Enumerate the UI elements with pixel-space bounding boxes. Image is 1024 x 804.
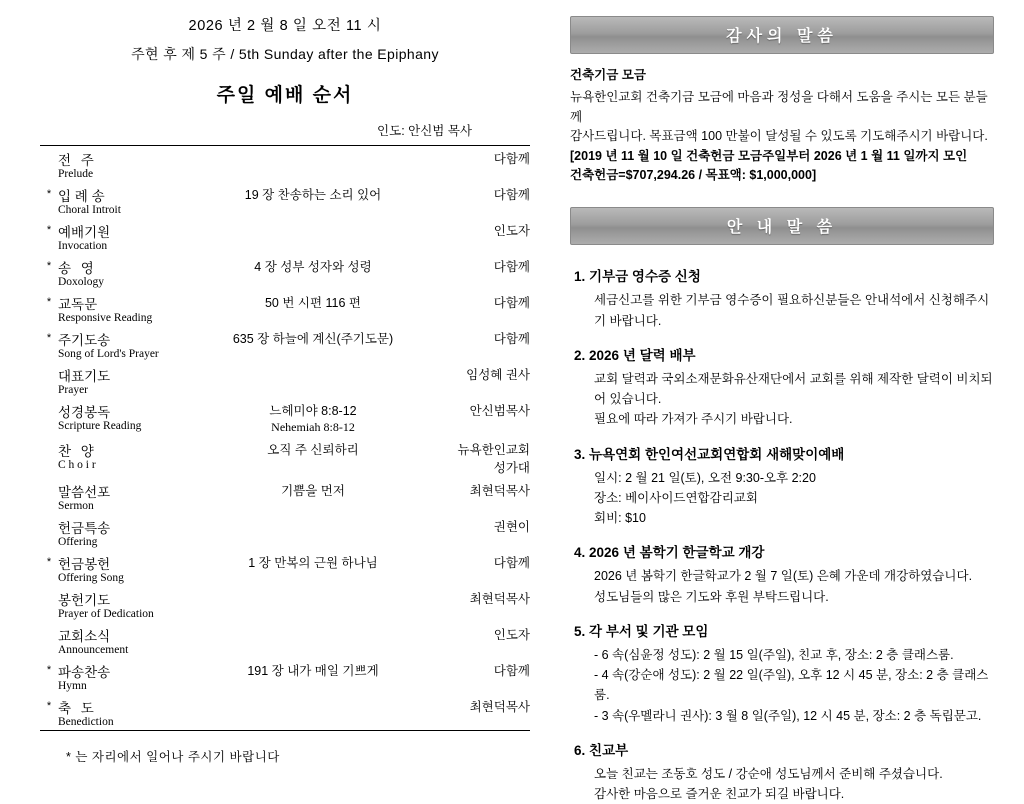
row-name-en: Offering [58, 536, 98, 548]
notice-line: 필요에 따라 가져가 주시기 바랍니다. [594, 412, 793, 427]
row-name-ko: 주기도송 [58, 333, 111, 348]
row-detail [208, 550, 418, 586]
list-item [570, 620, 994, 726]
row-name [58, 586, 208, 622]
list-item [570, 739, 994, 804]
notice-number: 6. [574, 742, 586, 758]
row-name [58, 254, 208, 290]
row-name-ko: 찬 양 [58, 444, 97, 459]
row-name-en: Choral Introit [58, 204, 121, 216]
standing-footnote: * 는 자리에서 일어나 주시기 바랍니다 [66, 750, 280, 764]
row-person [418, 622, 530, 658]
row-star [40, 146, 58, 183]
row-person [418, 478, 530, 514]
row-person [418, 658, 530, 694]
service-leader: 인도: 안신범 목사 [377, 124, 472, 138]
table-row [40, 694, 530, 731]
row-person-primary: 다함께 [493, 556, 530, 570]
row-name-ko: 말씀선포 [58, 485, 111, 500]
row-person-primary: 최현덕목사 [469, 700, 530, 714]
row-person [418, 182, 530, 218]
notice-number: 3. [574, 446, 586, 462]
row-detail [208, 622, 418, 658]
row-person [418, 586, 530, 622]
notice-line: 교회 달력과 국외소재문화유산재단에서 교회를 위해 제작한 달력이 비치되어 있습니다. [594, 371, 993, 406]
row-name-en: Sermon [58, 500, 94, 512]
row-name-en: Prayer of Dedication [58, 608, 154, 620]
table-row [40, 478, 530, 514]
row-person-primary: 인도자 [493, 628, 530, 642]
row-name-en: Hymn [58, 680, 87, 692]
table-row [40, 658, 530, 694]
table-row [40, 586, 530, 622]
row-star [40, 514, 58, 550]
row-name [58, 437, 208, 478]
thanks-line-1: 뉴욕한인교회 건축기금 모금에 마음과 정성을 다해서 도움을 주시는 모든 분들께 [570, 90, 988, 124]
row-detail-ko: 191 장 내가 매일 기쁘게 [247, 664, 379, 678]
row-person [418, 290, 530, 326]
row-detail-ko: 기쁨을 먼저 [281, 484, 345, 498]
row-star [40, 362, 58, 398]
building-fund-amount: 건축헌금=$707,294.26 / 목표액: $1,000,000] [570, 167, 817, 182]
row-person-primary: 다함께 [493, 152, 530, 166]
row-detail [208, 362, 418, 398]
row-detail [208, 182, 418, 218]
notice-heading [570, 344, 994, 364]
row-person-primary: 다함께 [493, 664, 530, 678]
notice-heading [570, 541, 994, 561]
row-name [58, 622, 208, 658]
table-row [40, 514, 530, 550]
table-row [40, 437, 530, 478]
row-detail [208, 218, 418, 254]
row-person [418, 146, 530, 183]
notice-heading [570, 739, 994, 759]
row-name-en: Prayer [58, 384, 89, 396]
table-row [40, 550, 530, 586]
row-star [40, 437, 58, 478]
notice-heading [570, 265, 994, 285]
row-name-ko: 입 례 송 [58, 189, 105, 204]
notices-list [570, 265, 994, 804]
table-row [40, 254, 530, 290]
order-table-body [40, 146, 530, 731]
row-star: * [46, 700, 52, 712]
row-star: * [46, 664, 52, 676]
row-detail-ko: 1 장 만복의 근원 하나님 [248, 556, 378, 570]
row-person-primary: 다함께 [493, 296, 530, 310]
row-star: * [46, 332, 52, 344]
thanks-body [570, 66, 994, 185]
notice-line: 일시: 2 월 21 일(토), 오전 9:30-오후 2:20 [594, 470, 816, 485]
row-detail [208, 478, 418, 514]
row-detail [208, 586, 418, 622]
notice-heading [570, 443, 994, 463]
row-name-ko: 교회소식 [58, 629, 111, 644]
table-row [40, 398, 530, 437]
table-row [40, 146, 530, 183]
row-detail-ko: 느헤미야 8:8-12 [269, 404, 357, 418]
row-detail [208, 146, 418, 183]
row-name-ko: 봉헌기도 [58, 593, 111, 608]
row-name [58, 658, 208, 694]
notice-line: - 4 속(강순애 성도): 2 월 22 일(주일), 오후 12 시 45 분, 장소: 2 층 클래스룸. [594, 668, 989, 703]
row-person-primary: 다함께 [493, 332, 530, 346]
row-star [40, 398, 58, 437]
table-row [40, 218, 530, 254]
row-person-primary: 권현이 [493, 520, 530, 534]
notice-title: 2026 년 봄학기 한글학교 개강 [589, 545, 765, 561]
row-star: * [46, 296, 52, 308]
row-detail-ko: 오직 주 신뢰하리 [267, 443, 359, 457]
row-person-primary: 안신범목사 [469, 404, 530, 418]
building-fund-period: [2019 년 11 월 10 일 건축헌금 모금주일부터 2026 년 1 월 11 일까지 모인 [570, 148, 968, 163]
row-person [418, 437, 530, 478]
row-name-en: Announcement [58, 644, 129, 656]
row-star: * [46, 260, 52, 272]
thanks-line-2: 감사드립니다. 목표금액 100 만불이 달성될 수 있도록 기도해주시기 바랍니다. [570, 129, 988, 144]
notice-number: 1. [574, 269, 586, 285]
row-detail [208, 290, 418, 326]
notice-title: 기부금 영수증 신청 [589, 269, 701, 285]
row-person [418, 398, 530, 437]
row-person-primary: 다함께 [493, 260, 530, 274]
row-name-ko: 예배기원 [58, 225, 111, 240]
notice-heading [570, 620, 994, 640]
list-item [570, 541, 994, 607]
notice-title: 각 부서 및 기관 모임 [589, 623, 709, 639]
row-name-ko: 성경봉독 [58, 405, 111, 420]
table-row [40, 290, 530, 326]
row-detail [208, 254, 418, 290]
row-detail [208, 514, 418, 550]
notice-line: - 6 속(심윤정 성도): 2 월 15 일(주일), 친교 후, 장소: 2 층 클래스룸. [594, 647, 954, 662]
row-person [418, 326, 530, 362]
service-date: 2026 년 2 월 8 일 오전 11 시 [188, 18, 382, 34]
row-star: * [46, 224, 52, 236]
row-name [58, 478, 208, 514]
row-name-en: Scripture Reading [58, 420, 142, 432]
notice-title: 2026 년 달력 배부 [589, 347, 696, 363]
notice-line: 세금신고를 위한 기부금 영수증이 필요하신분들은 안내석에서 신청해주시기 바랍니다. [594, 293, 990, 328]
row-name [58, 514, 208, 550]
list-item [570, 344, 994, 430]
notice-line: 장소: 베이사이드연합감리교회 [594, 490, 758, 505]
row-person [418, 694, 530, 731]
notice-line: 감사한 마음으로 즐거운 친교가 되길 바랍니다. [594, 787, 845, 801]
row-detail-en: Nehemiah 8:8-12 [271, 420, 355, 434]
row-name [58, 362, 208, 398]
row-name-en: C h o i r [58, 459, 96, 471]
row-person-primary: 다함께 [493, 188, 530, 202]
notice-number: 5. [574, 623, 586, 639]
row-person [418, 514, 530, 550]
row-name [58, 694, 208, 731]
row-person [418, 218, 530, 254]
row-detail [208, 437, 418, 478]
row-detail [208, 398, 418, 437]
row-name-ko: 헌금특송 [58, 521, 111, 536]
row-person-secondary: 성가대 [493, 461, 530, 475]
row-name-ko: 송 영 [58, 261, 97, 276]
row-person-primary: 최현덕목사 [469, 592, 530, 606]
notice-line: 오늘 친교는 조동호 성도 / 강순애 성도님께서 준비해 주셨습니다. [594, 766, 943, 781]
row-name [58, 290, 208, 326]
row-detail-ko: 50 번 시편 116 편 [264, 296, 362, 310]
row-person [418, 254, 530, 290]
notice-line: 2026 년 봄학기 한글학교가 2 월 7 일(토) 은혜 가운데 개강하였습니다. [594, 569, 973, 584]
row-name [58, 326, 208, 362]
row-person-primary: 인도자 [493, 224, 530, 238]
notice-number: 2. [574, 347, 586, 363]
row-name-en: Doxology [58, 276, 104, 288]
row-person [418, 362, 530, 398]
row-name [58, 398, 208, 437]
list-item [570, 443, 994, 529]
notice-title: 친교부 [589, 742, 629, 758]
table-row [40, 622, 530, 658]
row-detail-ko: 4 장 성부 성자와 성령 [254, 260, 372, 274]
row-name-en: Benediction [58, 716, 114, 728]
building-fund-title: 건축기금 모금 [570, 68, 646, 82]
row-detail-ko: 19 장 찬송하는 소리 있어 [244, 188, 382, 202]
notice-line: - 3 속(우멜라니 권사): 3 월 8 일(주일), 12 시 45 분, 장소: 2 층 독립문고. [594, 708, 982, 723]
notice-title: 뉴욕연회 한인여선교회연합회 새해맞이예배 [589, 446, 845, 462]
notice-line: 성도님들의 많은 기도와 후원 부탁드립니다. [594, 589, 829, 604]
row-name-en: Invocation [58, 240, 108, 252]
row-name-ko: 교독문 [58, 297, 98, 312]
liturgical-sunday: 주현 후 제 5 주 / 5th Sunday after the Epiphany [131, 46, 439, 62]
row-person-primary: 최현덕목사 [469, 484, 530, 498]
row-star [40, 586, 58, 622]
table-row [40, 362, 530, 398]
list-item [570, 265, 994, 331]
row-name-en: Offering Song [58, 572, 124, 584]
row-name-en: Responsive Reading [58, 312, 153, 324]
notice-number: 4. [574, 545, 586, 561]
row-name-ko: 헌금봉헌 [58, 557, 111, 572]
row-person-primary: 뉴욕한인교회 [457, 443, 530, 457]
row-name-en: Song of Lord's Prayer [58, 348, 159, 360]
row-name-ko: 대표기도 [58, 369, 111, 384]
row-name [58, 182, 208, 218]
row-name-ko: 파송찬송 [58, 665, 111, 680]
table-row [40, 182, 530, 218]
row-star [40, 622, 58, 658]
thanks-banner: 감사의 말씀 [570, 16, 994, 54]
row-detail [208, 658, 418, 694]
row-name-ko: 전 주 [58, 153, 97, 168]
row-star [40, 478, 58, 514]
page-title: 주일 예배 순서 [216, 85, 354, 106]
row-name-en: Prelude [58, 168, 94, 180]
row-star: * [46, 556, 52, 568]
row-detail [208, 326, 418, 362]
row-name [58, 550, 208, 586]
row-detail-ko: 635 장 하늘에 계신(주기도문) [232, 332, 394, 346]
row-person-primary: 임성혜 권사 [466, 368, 530, 382]
announcements-column [560, 0, 1024, 801]
row-name-ko: 축 도 [58, 701, 97, 716]
table-row [40, 326, 530, 362]
row-name [58, 146, 208, 183]
row-name [58, 218, 208, 254]
notices-banner: 안 내 말 씀 [570, 207, 994, 245]
row-star: * [46, 188, 52, 200]
notice-line: 회비: $10 [594, 511, 646, 525]
row-detail [208, 694, 418, 731]
row-person [418, 550, 530, 586]
order-of-worship-table [40, 145, 530, 731]
